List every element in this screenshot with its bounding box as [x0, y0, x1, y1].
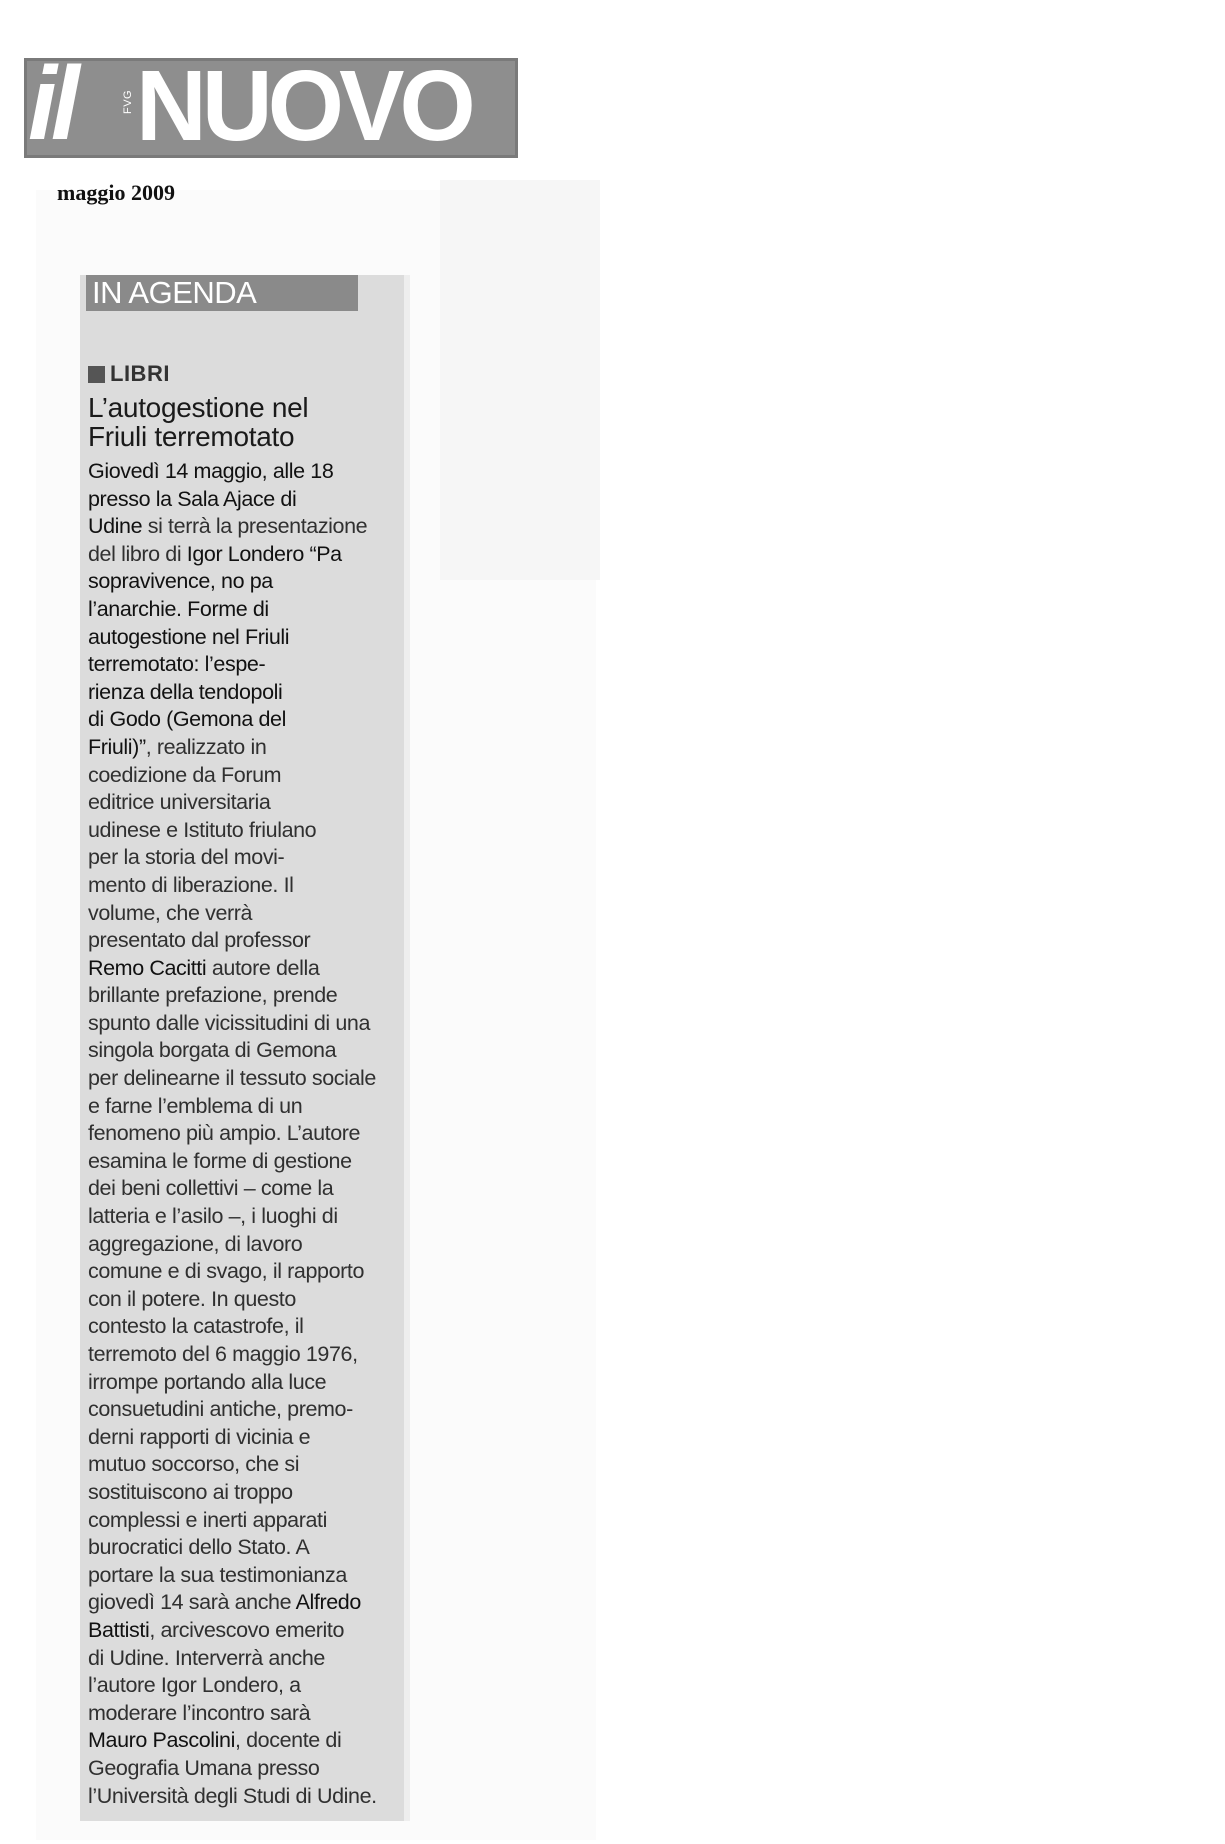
body-text-bold: Giovedì 14 maggio, alle 18 — [88, 459, 334, 483]
body-line — [88, 1010, 400, 1038]
body-line — [88, 817, 400, 845]
body-text-bold: l’anarchie. Forme di — [88, 596, 269, 621]
body-line — [88, 1700, 400, 1728]
article-headline — [88, 393, 388, 451]
body-text: derni rapporti di vicinia e — [88, 1424, 311, 1449]
body-line — [88, 1424, 400, 1452]
body-text: burocratici dello Stato. A — [88, 1535, 310, 1560]
body-text-bold: Udine — [88, 514, 143, 539]
body-line — [88, 1175, 400, 1203]
body-line — [88, 486, 400, 514]
body-text: moderare l’incontro sarà — [88, 1700, 311, 1725]
body-text: irrompe portando alla luce — [88, 1369, 327, 1394]
body-line — [88, 1783, 400, 1811]
body-text: complessi e inerti apparati — [88, 1507, 327, 1532]
body-text: esamina le forme di gestione — [88, 1148, 352, 1173]
body-line — [88, 596, 400, 624]
issue-date: maggio 2009 — [57, 180, 175, 205]
body-line — [88, 1534, 400, 1562]
body-text: udinese e Istituto friulano — [88, 817, 317, 842]
body-text: l’Università degli Studi di Udine. — [88, 1783, 377, 1808]
body-text-bold: Remo Cacitti — [88, 955, 207, 980]
body-text: consuetudini antiche, premo- — [88, 1397, 353, 1422]
body-text: contesto la catastrofe, il — [88, 1314, 304, 1339]
body-text: si terrà la presentazione — [142, 514, 368, 539]
scan-background-patch — [440, 180, 600, 580]
rubric-label: LIBRI — [110, 361, 170, 386]
body-line — [88, 1589, 400, 1617]
newspaper-masthead — [24, 46, 518, 162]
body-line — [88, 1203, 400, 1231]
body-text: presentato dal professor — [88, 928, 311, 953]
body-line — [88, 1562, 400, 1590]
body-line — [88, 1507, 400, 1535]
body-line — [88, 1451, 400, 1479]
body-text: singola borgata di Gemona — [88, 1038, 337, 1063]
body-line — [88, 706, 400, 734]
body-line — [88, 651, 400, 679]
body-line — [88, 624, 400, 652]
body-line — [88, 513, 400, 541]
body-line — [88, 541, 400, 569]
body-text: mutuo soccorso, che si — [88, 1452, 300, 1477]
body-text: terremoto del 6 maggio 1976, — [88, 1342, 358, 1366]
body-text: aggregazione, di lavoro — [88, 1231, 303, 1256]
body-text: dei beni collettivi – come la — [88, 1176, 334, 1201]
body-line — [88, 1258, 400, 1286]
body-line — [88, 458, 400, 486]
masthead-il: il — [28, 46, 74, 162]
body-text: editrice universitaria — [88, 790, 271, 815]
body-text-bold: Battisti — [88, 1617, 150, 1642]
body-text-bold: Friuli)” — [88, 734, 146, 759]
body-text: e farne l’emblema di un — [88, 1093, 303, 1118]
body-line — [88, 844, 400, 872]
body-text: mento di liberazione. Il — [88, 872, 294, 897]
body-line — [88, 762, 400, 790]
body-text: del libro di — [88, 541, 187, 566]
body-line — [88, 789, 400, 817]
body-text: con il potere. In questo — [88, 1286, 296, 1311]
body-text-bold: rienza della tendopoli — [88, 679, 283, 704]
section-banner — [86, 275, 358, 311]
body-text-bold: Alfredo — [295, 1590, 361, 1615]
body-line — [88, 734, 400, 762]
body-text-bold: sopravivence, no pa — [88, 569, 273, 594]
headline-line: Friuli terremotato — [88, 421, 295, 452]
body-line — [88, 982, 400, 1010]
masthead-nuovo: NUOVO — [136, 50, 471, 162]
body-text: coedizione da Forum — [88, 762, 282, 787]
body-text-bold: presso la Sala Ajace di — [88, 486, 297, 511]
body-text: per delinearne il tessuto sociale — [88, 1066, 376, 1091]
body-text-bold: Igor Londero “Pa — [186, 541, 342, 566]
body-line — [88, 1286, 400, 1314]
body-text: , docente di — [234, 1728, 342, 1753]
body-text: giovedì 14 sarà anche — [88, 1590, 296, 1615]
body-text: per la storia del movi- — [88, 845, 285, 870]
article-body — [88, 458, 400, 1810]
rubric-square-icon — [88, 366, 105, 383]
clipping-shadow — [404, 275, 410, 1821]
body-line — [88, 1341, 400, 1369]
body-text: brillante prefazione, prende — [88, 983, 338, 1008]
body-line — [88, 1231, 400, 1259]
body-line — [88, 1645, 400, 1673]
body-line — [88, 900, 400, 928]
section-title: IN AGENDA — [92, 275, 257, 310]
body-text-bold: autogestione nel Friuli — [88, 624, 290, 649]
article-clipping — [80, 275, 404, 1821]
body-line — [88, 1727, 400, 1755]
headline-line: L’autogestione nel — [88, 392, 309, 423]
body-line — [88, 1093, 400, 1121]
masthead-fvg: FVG — [122, 89, 134, 114]
body-line — [88, 1313, 400, 1341]
body-line — [88, 955, 400, 983]
body-text: portare la sua testimonianza — [88, 1562, 347, 1587]
body-text: , realizzato in — [145, 734, 267, 759]
body-text-bold: di Godo (Gemona del — [88, 707, 286, 732]
body-text-bold: Mauro Pascolini — [88, 1728, 235, 1753]
body-line — [88, 1065, 400, 1093]
body-line — [88, 1479, 400, 1507]
body-line — [88, 1120, 400, 1148]
body-text: , arcivescovo emerito — [149, 1617, 345, 1642]
body-text: latteria e l’asilo –, i luoghi di — [88, 1204, 338, 1229]
body-line — [88, 1672, 400, 1700]
body-text: autore della — [206, 955, 320, 980]
body-line — [88, 927, 400, 955]
body-line — [88, 1617, 400, 1645]
body-text: di Udine. Interverrà anche — [88, 1645, 325, 1670]
body-text: l’autore Igor Londero, a — [88, 1673, 301, 1698]
body-text: Geografia Umana presso — [88, 1755, 320, 1780]
body-text: comune e di svago, il rapporto — [88, 1259, 365, 1284]
body-line — [88, 1755, 400, 1783]
rubric — [88, 361, 170, 387]
body-text: spunto dalle vicissitudini di una — [88, 1010, 371, 1035]
body-line — [88, 679, 400, 707]
body-line — [88, 568, 400, 596]
body-line — [88, 1396, 400, 1424]
body-line — [88, 1148, 400, 1176]
body-text: volume, che verrà — [88, 900, 253, 925]
body-line — [88, 1369, 400, 1397]
body-text-bold: terremotato: l’espe- — [88, 652, 266, 677]
body-text: sostituiscono ai troppo — [88, 1479, 293, 1504]
body-line — [88, 1037, 400, 1065]
body-line — [88, 872, 400, 900]
body-text: fenomeno più ampio. L’autore — [88, 1121, 361, 1146]
